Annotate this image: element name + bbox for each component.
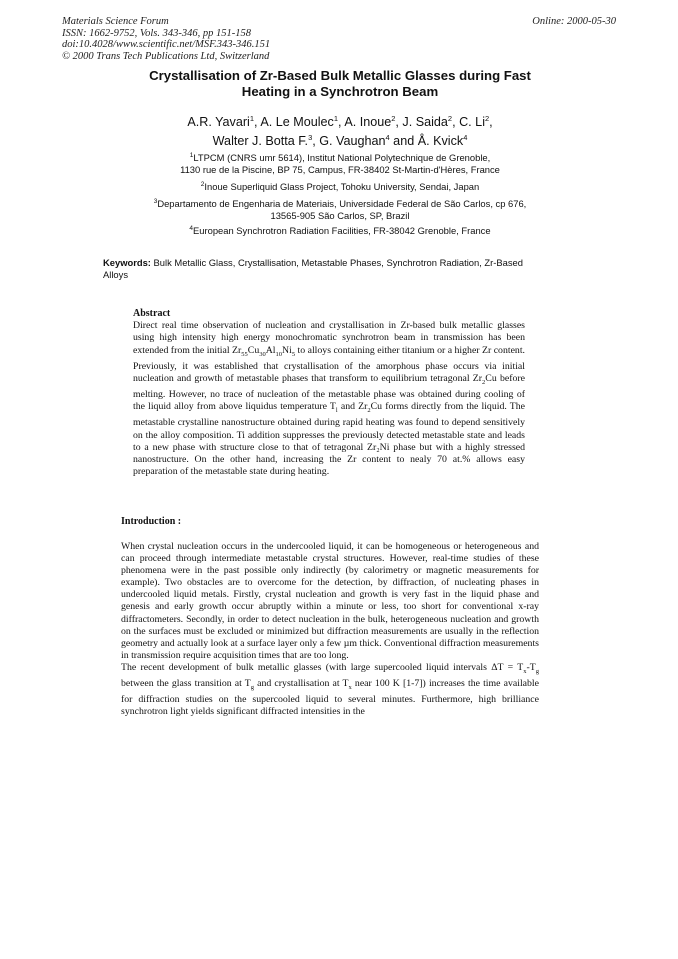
- title-line-1: Crystallisation of Zr-Based Bulk Metallic Glasses during Fast: [149, 68, 531, 83]
- paper-title: [80, 68, 600, 99]
- author-line-1: [80, 111, 600, 130]
- paragraph-text: -T: [526, 661, 536, 673]
- affiliation-2: [70, 179, 610, 193]
- author-name: , A. Le Moulec: [254, 115, 334, 130]
- affiliation-text: LTPCM (CNRS umr 5614), Institut National Polytechnique de Grenoble,: [193, 152, 491, 164]
- abstract-text: forms directly from the liquid. The metastable crystalline nanostructure obtained during rapid heating was found to depend sensitively on the alloy composition. Ti addition suppresses the previously detected metastable state and leads to a new phase with structure close to that of tetragonal: [133, 401, 525, 453]
- introduction-body: [121, 541, 539, 718]
- doi-link[interactable]: doi:10.4028/www.scientific.net/MSF.343-346.151: [62, 39, 271, 50]
- copyright-line: © 2000 Trans Tech Publications Ltd, Switzerland: [62, 50, 270, 62]
- affiliation-line: [70, 223, 610, 237]
- affiliation-number: 1: [189, 152, 194, 159]
- affiliation-text: European Synchrotron Radiation Facilities, FR-38042 Grenoble, France: [193, 225, 491, 237]
- formula: Zr: [358, 401, 368, 413]
- author-affil-mark: 2: [447, 114, 453, 123]
- subscript: x: [348, 683, 352, 691]
- affiliation-text: Departamento de Engenharia de Materiais, Universidade Federal de São Carlos, cp 676,: [157, 198, 527, 210]
- introduction-paragraph: When crystal nucleation occurs in the undercooled liquid, it can be homogeneous or heterogeneous and can proceed through intermediate metastable crystal structures. However, real-time studies of these phenomena were in the past possible only indirectly (by calorimetry or magnetic measurements for example). Two obstacles are to overcome for the detection, by diffraction, of nucleating phases in undercooled liquid metals. Firstly, crystal nucleation and growth is very fast in the liquid phase and genesis and early growth occur abruptly within a minute or less, too short for conventional x-ray diffractometers. Secondly, in order to detect nucleation in the bulk, heterogeneous nucleation and growth on the surfaces must be excluded or minimized but diffraction measurements are usually in the reflection geometry and actually look at a surface layer only a few µm thick. Conventional diffraction measurements in transmission require acquisition times that are too long.: [121, 541, 539, 661]
- formula: [232, 345, 295, 356]
- keywords-text: Bulk Metallic Glass, Crystallisation, Metastable Phases, Synchrotron Radiation, Zr-Based Alloys: [103, 257, 523, 280]
- author-affil-mark: 4: [463, 133, 468, 143]
- keywords: [103, 257, 543, 280]
- issn-line: ISSN: 1662-9752, Vols. 343-346, pp 151-158: [62, 27, 251, 39]
- subscript: 10: [275, 350, 283, 358]
- paragraph-text: and crystallisation at T: [254, 677, 349, 689]
- formula: Cu: [370, 401, 383, 413]
- paragraph-text: between the glass transition at T: [121, 677, 251, 689]
- author-name: , J. Saida: [395, 115, 448, 130]
- author-separator: ,: [489, 115, 493, 130]
- abstract: [133, 308, 525, 479]
- subscript: 5: [291, 350, 296, 358]
- title-line-2: Heating in a Synchrotron Beam: [241, 83, 439, 99]
- abstract-text: phase but with a highly stressed nanostructure. On the other hand, increasing the Zr content to nealy 70 at.% allows easy preparation of the metastable state during heating.: [133, 441, 526, 478]
- affiliation-text: Inoue Superliquid Glass Project, Tohoku University, Sendai, Japan: [204, 181, 480, 193]
- affiliation-line: [70, 179, 610, 193]
- author-name: Walter J. Botta F.: [212, 134, 309, 149]
- journal-header: [62, 16, 270, 62]
- author-affil-mark: 1: [249, 114, 255, 123]
- author-affil-mark: 2: [485, 114, 490, 123]
- abstract-text: to alloys containing either titanium or a higher Zr content. Previously, it was established that crystallisation of the amorphous phase occurs via initial nucleation and growth of metastable phases that transform to equilibrium tetragonal: [133, 344, 525, 384]
- subscript: g: [250, 683, 255, 691]
- affiliation-number: 2: [200, 181, 205, 188]
- author-list: [80, 111, 600, 149]
- subscript: x: [523, 667, 527, 675]
- abstract-text: Direct real time observation of nucleation and crystallisation in Zr-based bulk metallic glasses using high intensity high energy monochromatic synchrotron beam in transmission has been extended from the initial: [133, 320, 525, 356]
- affiliation-line: 1130 rue de la Piscine, BP 75, Campus, FR-38402 St-Martin-d'Hères, France: [180, 163, 500, 175]
- affiliation-number: 4: [189, 225, 194, 232]
- element: Ni: [282, 344, 292, 356]
- author-affil-mark: 2: [391, 114, 396, 123]
- abstract-body: [133, 320, 525, 478]
- abstract-text: before melting. However, no trace of nucleation of the metastable phase was obtained during cooling of the liquid alloy from above liquidus temperature T: [133, 372, 525, 413]
- keywords-label: Keywords:: [103, 257, 151, 268]
- affiliation-line: [70, 150, 610, 164]
- author-name: and Å. Kvick: [389, 134, 464, 149]
- affiliation-line: 13565-905 São Carlos, SP, Brazil: [270, 209, 410, 221]
- subscript: 2: [482, 378, 486, 386]
- journal-name: Materials Science Forum: [62, 16, 169, 27]
- formula: Zr: [472, 372, 483, 384]
- subscript: l: [335, 407, 338, 415]
- affiliation-4: [70, 223, 610, 237]
- subscript: 55: [241, 350, 248, 358]
- abstract-heading: Abstract: [133, 308, 171, 319]
- introduction-heading: Introduction :: [121, 516, 182, 527]
- affiliation-number: 3: [153, 198, 158, 205]
- affiliation-line: [70, 196, 610, 210]
- author-name: A.R. Yavari: [187, 115, 250, 130]
- affiliation-3: [70, 196, 610, 221]
- author-name: , A. Inoue: [338, 115, 392, 130]
- formula: Zr₂Ni: [367, 441, 390, 453]
- subscript: g: [535, 667, 539, 675]
- online-date: Online: 2000-05-30: [532, 16, 616, 27]
- abstract-text: and: [337, 401, 359, 413]
- paragraph-text: near 100 K [1-7]) increases the time available for diffraction studies on the supercooled liquid to several minutes. Furthermore, high brilliance synchrotron light yields significant diffracted intensities in the: [121, 677, 539, 718]
- author-name: , C. Li: [452, 115, 485, 130]
- author-affil-mark: 1: [333, 114, 339, 123]
- author-name: , G. Vaughan: [312, 134, 386, 149]
- affiliation-1: [70, 150, 610, 175]
- introduction-paragraph: [121, 662, 539, 718]
- element: Zr: [232, 344, 242, 356]
- element: Al: [265, 344, 276, 356]
- paragraph-text: The recent development of bulk metallic glasses (with large supercooled liquid intervals ΔT = T: [121, 661, 524, 673]
- formula: Cu: [485, 372, 497, 384]
- subscript: 30: [259, 350, 266, 358]
- subscript: 2: [367, 407, 371, 415]
- author-affil-mark: 4: [385, 133, 390, 143]
- element: Cu: [247, 344, 260, 356]
- author-line-2: [80, 130, 600, 149]
- author-affil-mark: 3: [308, 133, 313, 143]
